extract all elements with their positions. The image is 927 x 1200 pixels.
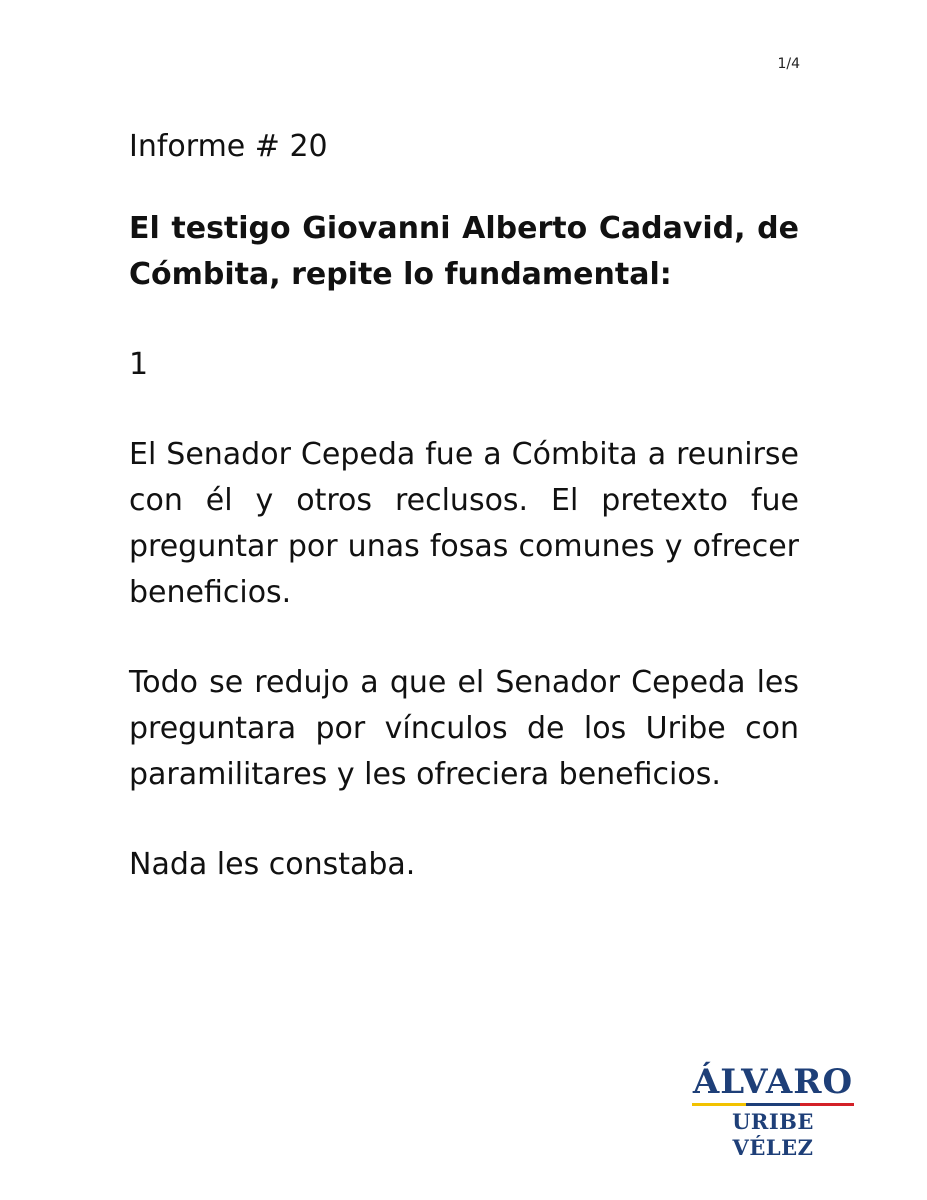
signature-logo (688, 1064, 858, 1161)
headline: El testigo Giovanni Alberto Cadavid, de Cómbita, repite lo fundamental: (129, 211, 799, 292)
item-number: 1 (129, 347, 149, 382)
document-body (129, 124, 799, 932)
logo-tricolor-stripe (692, 1103, 854, 1106)
paragraph-1: El Senador Cepeda fue a Cómbita a reunirse con él y otros reclusos. El pretexto fue preguntar por unas fosas comunes y ofrecer beneficios. (129, 437, 799, 610)
paragraph-2: Todo se redujo a que el Senador Cepeda les preguntara por vínculos de los Uribe con paramilitares y les ofreciera beneficios. (129, 665, 799, 792)
stripe-yellow (692, 1103, 746, 1106)
page-number: 1/4 (777, 56, 800, 72)
logo-first-name: ÁLVARO (692, 1062, 854, 1102)
report-label: Informe # 20 (129, 129, 328, 164)
stripe-blue (746, 1103, 800, 1106)
stripe-red (800, 1103, 854, 1106)
paragraph-3: Nada les constaba. (129, 847, 416, 882)
logo-last-name: URIBE VÉLEZ (732, 1109, 814, 1160)
